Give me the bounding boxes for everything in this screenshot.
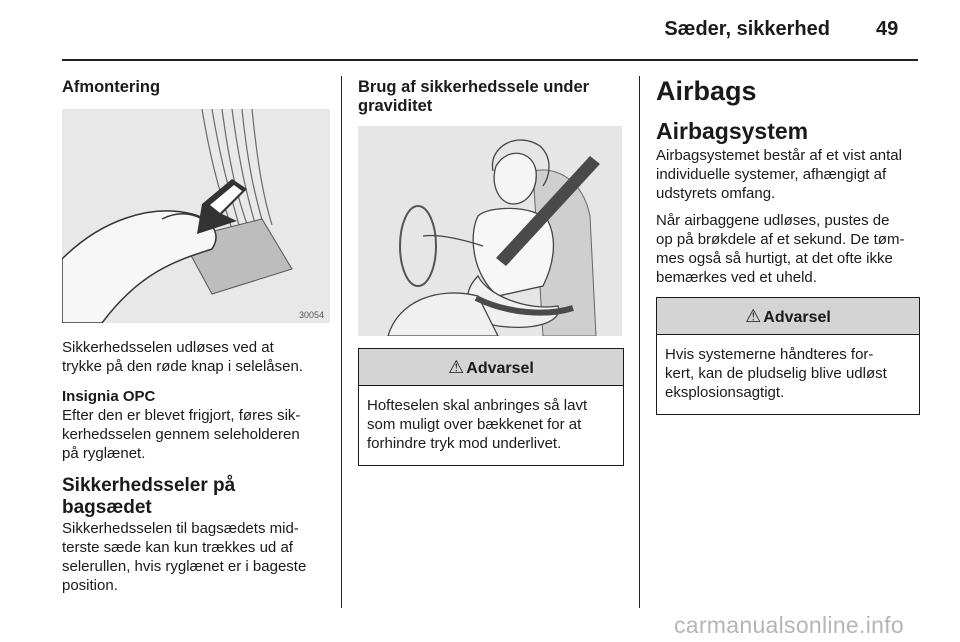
chapter-heading-airbags: Airbags bbox=[656, 76, 757, 106]
section-heading-afmontering: Afmontering bbox=[62, 78, 161, 96]
paragraph: Når airbaggene udløses, pustes de op på brøkdele af et sekund. De tøm- mes også så hurtigt, at det ofte ikke bemærkes ved et uheld. bbox=[656, 212, 905, 286]
pregnancy-seatbelt-figure bbox=[358, 126, 622, 336]
pregnant-driver-illustration bbox=[358, 126, 622, 336]
warning-title: Advarsel bbox=[763, 309, 831, 326]
warning-icon: ⚠ bbox=[745, 306, 762, 326]
warning-title: Advarsel bbox=[466, 360, 534, 377]
warning-header bbox=[359, 349, 623, 386]
seatbelt-release-illustration bbox=[62, 109, 330, 323]
figure-code: 30054 bbox=[298, 310, 324, 320]
column-left bbox=[62, 76, 330, 595]
page-number: 49 bbox=[876, 18, 899, 40]
section-heading-airbag-system: Airbagsystem bbox=[656, 118, 809, 144]
header-rule bbox=[62, 59, 918, 61]
warning-box bbox=[656, 297, 920, 415]
warning-icon: ⚠ bbox=[448, 357, 465, 377]
paragraph: Sikkerhedsselen til bagsædets mid- terste sæde kan kun trækkes ud af selerullen, hvis ryglænet er i bageste position. bbox=[62, 520, 307, 594]
insignia-label: Insignia OPC bbox=[62, 388, 156, 405]
column-right bbox=[656, 76, 920, 415]
column-middle bbox=[358, 76, 624, 466]
paragraph: Efter den er blevet frigjort, føres sik- kerhedsselen gennem seleholderen på ryglænet. bbox=[62, 407, 301, 462]
column-divider-1 bbox=[341, 76, 342, 608]
warning-body: Hofteselen skal anbringes så lavt som muligt over bækkenet for at forhindre tryk mod underlivet. bbox=[367, 397, 588, 452]
seatbelt-release-figure bbox=[62, 109, 330, 323]
warning-box bbox=[358, 348, 624, 466]
watermark: carmanualsonline.info bbox=[673, 612, 904, 638]
section-heading-rear-seatbelts: Sikkerhedsseler på bagsædet bbox=[62, 475, 236, 518]
warning-header bbox=[657, 298, 919, 335]
column-divider-2 bbox=[639, 76, 640, 608]
warning-body: Hvis systemerne håndteres for- kert, kan de pludselig blive udløst eksplosionsagtigt. bbox=[665, 346, 887, 401]
section-heading-pregnancy: Brug af sikkerhedssele under graviditet bbox=[358, 78, 590, 115]
paragraph: Sikkerhedsselen udløses ved at trykke på den røde knap i selelåsen. bbox=[62, 339, 303, 375]
header-title: Sæder, sikkerhed bbox=[664, 18, 830, 40]
paragraph: Airbagsystemet består af et vist antal individuelle systemer, afhængigt af udstyrets omfang. bbox=[656, 147, 902, 202]
